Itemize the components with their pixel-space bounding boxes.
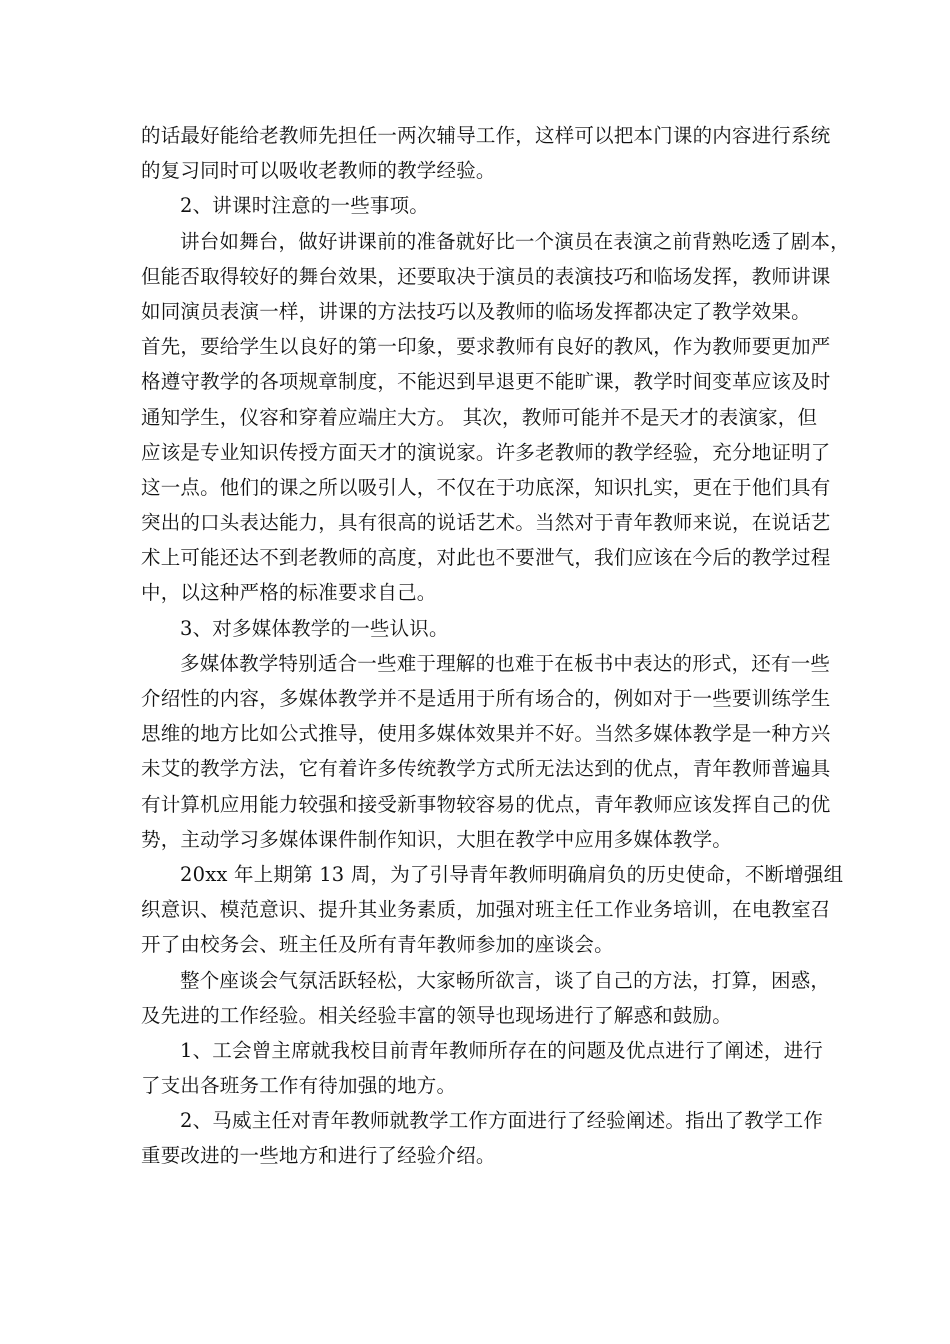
text-line: 首先，要给学生以良好的第一印象，要求教师有良好的教风，作为教师要更加严 — [141, 335, 831, 359]
text-line: 织意识、模范意识、提升其业务素质，加强对班主任工作业务培训，在电教室召 — [141, 898, 831, 922]
text-line: 2、马威主任对青年教师就教学工作方面进行了经验阐述。指出了教学工作 — [180, 1109, 824, 1133]
text-line: 思维的地方比如公式推导，使用多媒体效果并不好。当然多媒体教学是一种方兴 — [141, 722, 831, 746]
text-line: 通知学生，仪容和穿着应端庄大方。 其次，教师可能并不是天才的表演家，但 — [141, 405, 818, 429]
text-line: 2、讲课时注意的一些事项。 — [180, 194, 430, 218]
text-line: 势，主动学习多媒体课件制作知识，大胆在教学中应用多媒体教学。 — [141, 827, 733, 851]
text-line: 有计算机应用能力较强和接受新事物较容易的优点，青年教师应该发挥自己的优 — [141, 792, 831, 816]
text-line: 开了由校务会、班主任及所有青年教师参加的座谈会。 — [141, 933, 614, 957]
text-line: 中，以这种严格的标准要求自己。 — [141, 581, 437, 605]
text-line: 介绍性的内容，多媒体教学并不是适用于所有场合的，例如对于一些要训练学生 — [141, 687, 831, 710]
document-body — [141, 118, 850, 1174]
text-line: 3、对多媒体教学的一些认识。 — [180, 616, 449, 640]
text-line: 未艾的教学方法，它有着许多传统教学方式所无法达到的优点，青年教师普遍具 — [141, 757, 831, 781]
text-line: 术上可能还达不到老教师的高度，对此也不要泄气，我们应该在今后的教学过程 — [141, 546, 831, 570]
text-line: 多媒体教学特别适合一些难于理解的也难于在板书中表达的形式，还有一些 — [180, 651, 831, 675]
text-line: 及先进的工作经验。相关经验丰富的领导也现场进行了解惑和鼓励。 — [141, 1003, 733, 1027]
text-line: 整个座谈会气氛活跃轻松，大家畅所欲言，谈了自己的方法，打算，困惑， — [180, 968, 831, 992]
text-line: 1、工会曾主席就我校目前青年教师所存在的问题及优点进行了阐述，进行 — [180, 1038, 824, 1062]
text-line: 重要改进的一些地方和进行了经验介绍。 — [141, 1144, 496, 1168]
text-line: 讲台如舞台，做好讲课前的准备就好比一个演员在表演之前背熟吃透了剧本， — [180, 229, 850, 253]
text-line: 但能否取得较好的舞台效果，还要取决于演员的表演技巧和临场发挥，教师讲课 — [141, 264, 831, 288]
text-line: 的复习同时可以吸收老教师的教学经验。 — [141, 159, 496, 183]
text-line: 突出的口头表达能力，具有很高的说话艺术。当然对于青年教师来说，在说话艺 — [141, 511, 831, 535]
text-line: 的话最好能给老教师先担任一两次辅导工作，这样可以把本门课的内容进行系统 — [141, 124, 831, 147]
text-line: 格遵守教学的各项规章制度，不能迟到早退更不能旷课，教学时间变革应该及时 — [141, 370, 831, 394]
text-line: 如同演员表演一样，讲课的方法技巧以及教师的临场发挥都决定了教学效果。 — [141, 299, 811, 323]
text-line: 了支出各班务工作有待加强的地方。 — [141, 1074, 457, 1098]
text-line: 20xx 年上期第 13 周，为了引导青年教师明确肩负的历史使命，不断增强组 — [180, 862, 844, 886]
text-line: 这一点。他们的课之所以吸引人，不仅在于功底深，知识扎实，更在于他们具有 — [141, 475, 831, 499]
text-line: 应该是专业知识传授方面天才的演说家。许多老教师的教学经验，充分地证明了 — [141, 440, 831, 464]
